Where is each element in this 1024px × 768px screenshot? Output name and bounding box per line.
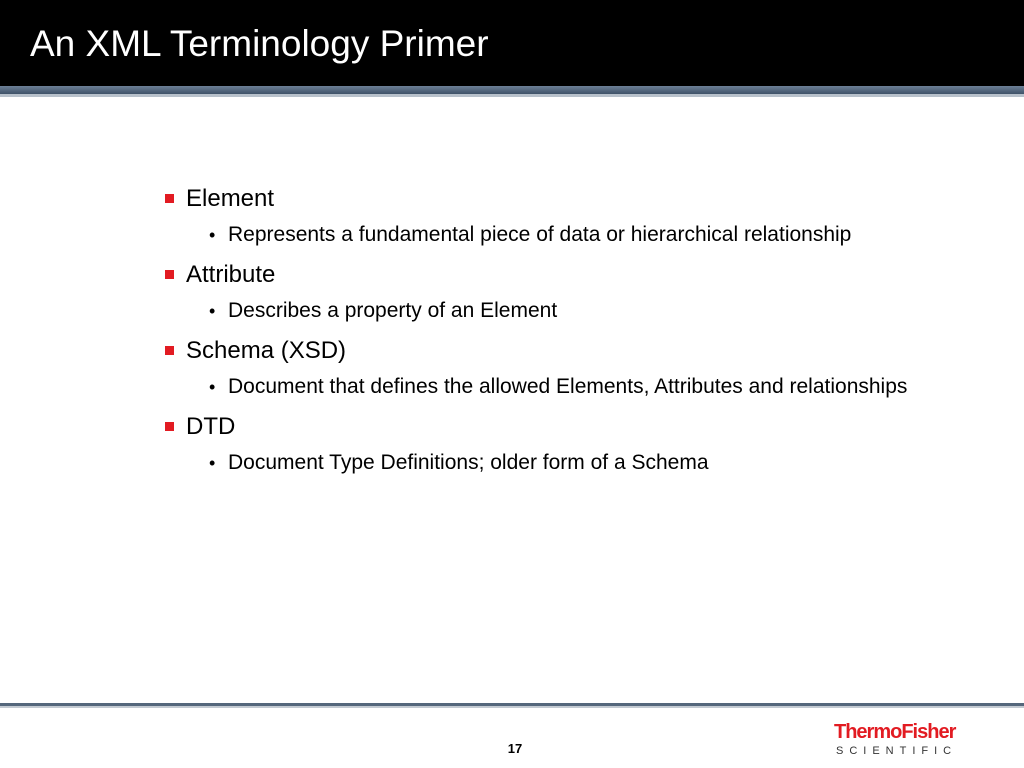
bullet-detail: Represents a fundamental piece of data or hierarchical relationship [228,223,852,246]
bullet-item-dtd [165,412,1005,442]
bullet-detail: Describes a property of an Element [228,299,558,322]
bullet-term: DTD [186,413,236,440]
bullet-item-schema [165,336,1005,366]
bullet-detail: Document that defines the allowed Elements, Attributes and relationships [228,375,908,398]
bullet-item-element [165,184,1005,214]
slide-title: An XML Terminology Primer [30,23,489,64]
sub-bullet-item [165,222,1005,248]
page-number: 17 [507,741,523,756]
red-square-bullet-icon [165,422,174,431]
header-divider [0,86,1024,94]
sub-bullet-item [165,298,1005,324]
bullet-list [165,184,1005,476]
logo-wordmark: ThermoFisher [834,721,956,743]
header-divider-highlight [0,94,1024,97]
sub-bullet-item [165,450,1005,476]
footer-divider-highlight [0,706,1024,708]
bullet-term: Schema (XSD) [186,337,347,364]
red-square-bullet-icon [165,270,174,279]
sub-bullet-item [165,374,1005,400]
bullet-item-attribute [165,260,1005,290]
red-square-bullet-icon [165,194,174,203]
bullet-term: Element [186,185,275,212]
title-bar [0,0,1024,86]
logo-subtitle: SCIENTIFIC [836,745,958,757]
bullet-detail: Document Type Definitions; older form of a Schema [228,451,709,474]
round-dot-bullet-icon: • [209,301,216,321]
round-dot-bullet-icon: • [209,453,216,473]
round-dot-bullet-icon: • [209,377,216,397]
round-dot-bullet-icon: • [209,225,216,245]
thermo-fisher-logo [834,721,979,759]
bullet-term: Attribute [186,261,276,288]
red-square-bullet-icon [165,346,174,355]
